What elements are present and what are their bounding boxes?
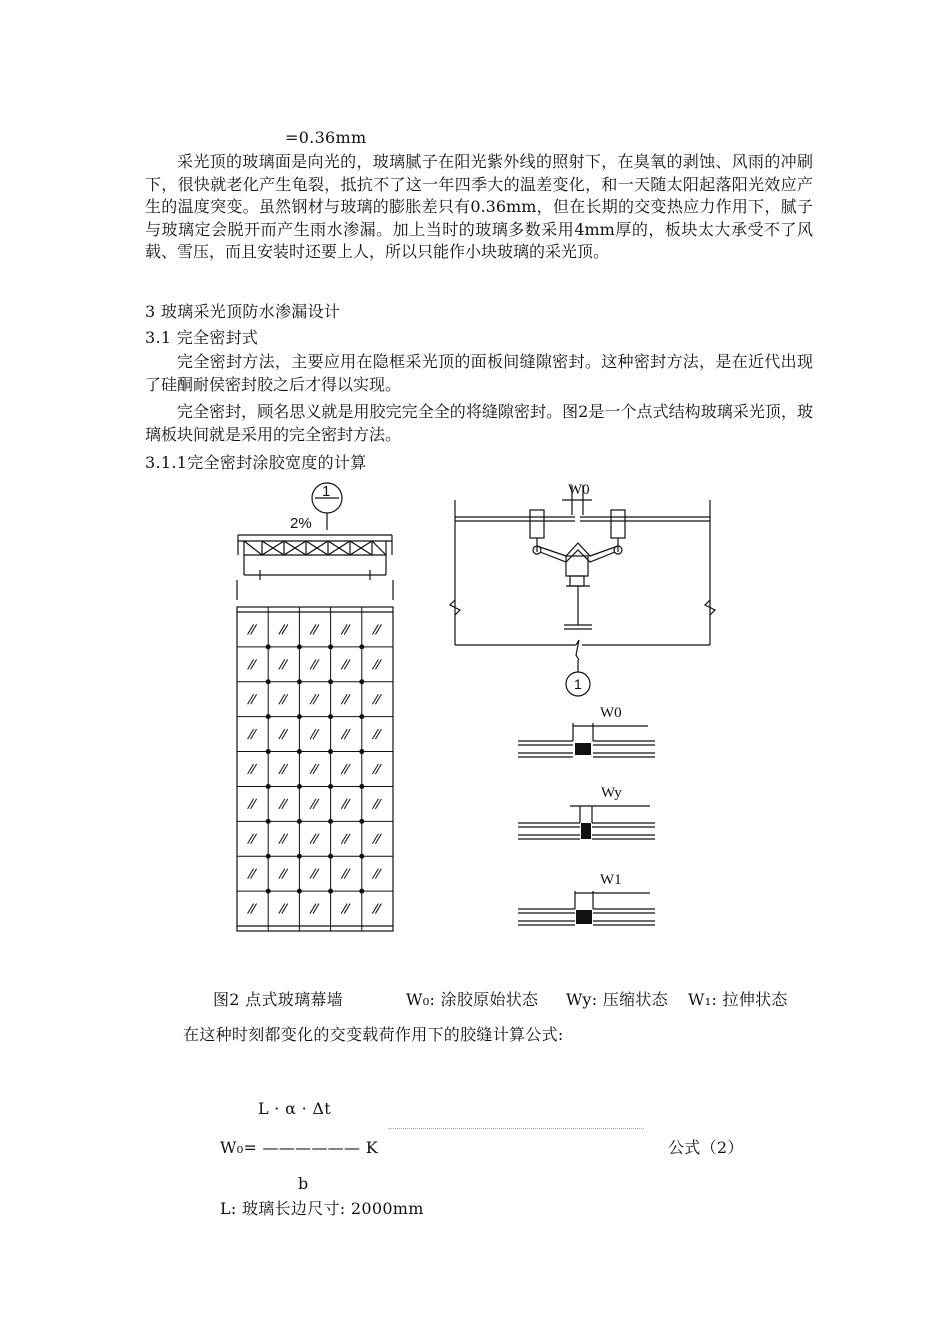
caption-wy: Wy: 压缩状态 [566, 990, 669, 1009]
heading-3-1-1: 3.1.1完全密封涂胶宽度的计算 [145, 453, 367, 472]
label-w0: W0 [600, 705, 622, 721]
section-circle-number: 1 [574, 676, 582, 692]
sealant-stretched [576, 910, 592, 924]
formula-lhs: W₀= —————— K [220, 1138, 378, 1157]
label-w0-top: W0 [568, 482, 590, 498]
formula-label: 公式（2） [668, 1138, 744, 1157]
definition-L: L: 玻璃长边尺寸: 2000mm [220, 1199, 424, 1218]
paragraph-3: 完全密封，顾名思义就是用胶完完全全的将缝隙密封。图2是一个点式结构玻璃采光顶，玻璃板块间就是采用的完全密封方法。 [145, 402, 813, 444]
paragraph-1: 采光顶的玻璃面是向光的，玻璃腻子在阳光紫外线的照射下，在臭氧的剥蚀、风雨的冲刷下，很快就老化产生龟裂，抵抗不了这一年四季大的温差变化，和一天随太阳起落阳光效应产生的温度突变。虽然钢材与玻璃的膨胀差只有0.36mm，但在长期的交变热应力作用下，腻子与玻璃定会脱开而产生雨水渗漏。加上当时的玻璃多数采用4mm厚的，板块太大承受不了风载、雪压，而且安装时还要上人，所以只能作小块玻璃的采光顶。 [145, 152, 813, 261]
heading-3: 3 玻璃采光顶防水渗漏设计 [145, 302, 341, 321]
heading-3-1: 3.1 完全密封式 [145, 328, 259, 347]
top-formula: =0.36mm [285, 128, 367, 147]
figure-caption-title: 图2 点式玻璃幕墙 [213, 990, 343, 1009]
caption-w0: W₀: 涂胶原始状态 [406, 990, 539, 1009]
label-w1: W1 [600, 872, 622, 888]
label-wy: Wy [601, 785, 622, 801]
caption-w1: W₁: 拉伸状态 [688, 990, 788, 1009]
sealant-compressed [581, 823, 591, 839]
formula-numerator: L · α · Δt [258, 1099, 331, 1118]
paragraph-2: 完全密封方法，主要应用在隐框采光顶的面板间缝隙密封。这种密封方法，是在近代出现了硅酮耐侯密封胶之后才得以实现。 [145, 352, 813, 394]
slope-label: 2% [290, 515, 312, 532]
dotted-leader [388, 1128, 644, 1129]
formula-intro: 在这种时刻都变化的交变载荷作用下的胶缝计算公式: [183, 1025, 564, 1044]
section-mark-number: 1 [322, 483, 331, 500]
sealant-original [575, 743, 591, 755]
formula-denominator: b [298, 1174, 309, 1193]
